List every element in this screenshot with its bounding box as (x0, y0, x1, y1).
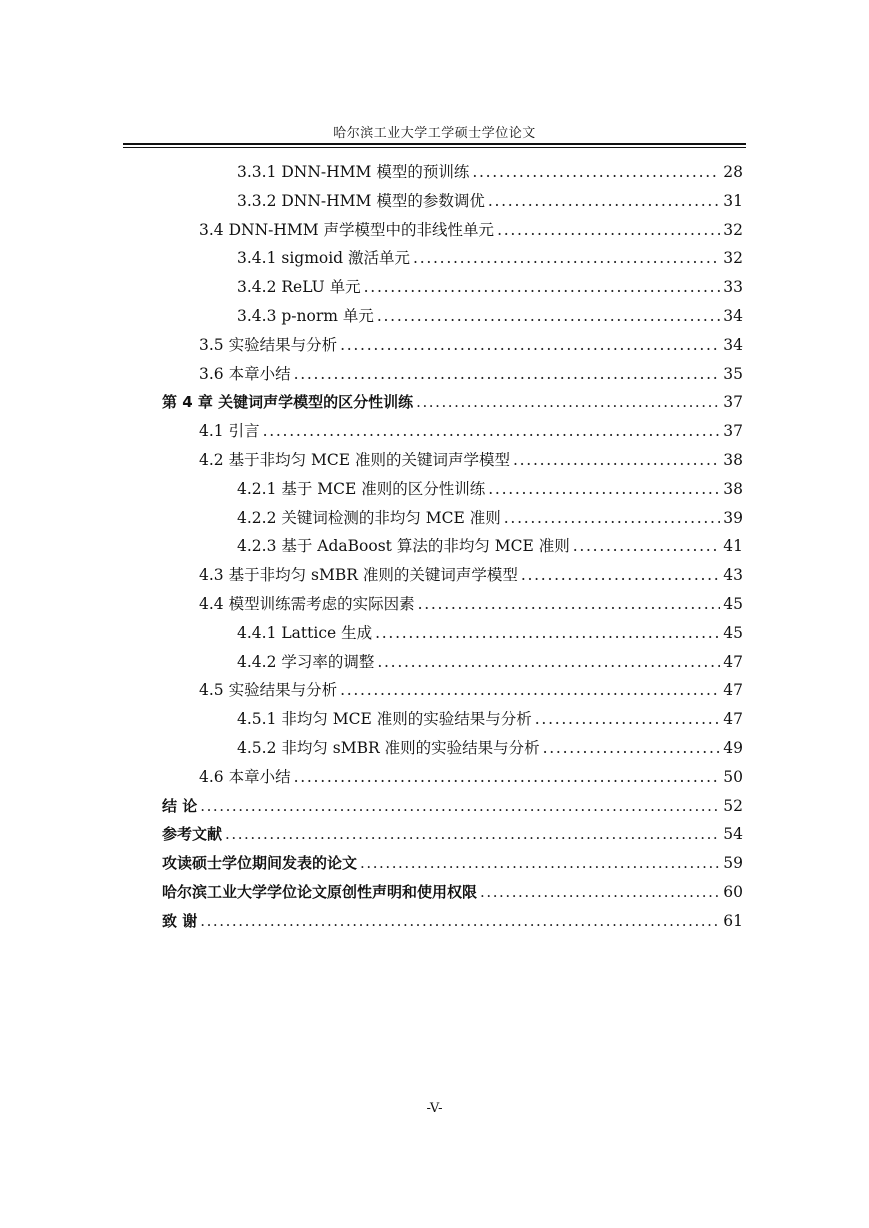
toc-entry-page-number: 47 (723, 652, 743, 671)
toc-entry-title: 3.4 DNN-HMM 声学模型中的非线性单元 (199, 220, 495, 239)
toc-entry-title: 3.4.3 p-norm 单元 (237, 306, 374, 325)
dot-leader (375, 619, 720, 648)
toc-entry[interactable] (162, 792, 743, 821)
toc-entry-title: 3.6 本章小结 (199, 364, 291, 383)
dot-leader (294, 763, 721, 792)
toc-entry-title: 4.1 引言 (199, 422, 260, 441)
toc-entry[interactable] (162, 446, 743, 475)
dot-leader (480, 878, 720, 907)
toc-entry-page-number: 47 (723, 710, 743, 729)
toc-entry[interactable] (162, 187, 743, 216)
toc-entry-page-number: 34 (723, 335, 743, 354)
toc-entry-page-number: 61 (723, 911, 743, 930)
toc-entry-page-number: 37 (723, 422, 743, 441)
toc-entry-title: 4.2.2 关键词检测的非均匀 MCE 准则 (237, 508, 501, 527)
dot-leader (488, 475, 720, 504)
toc-entry-title: 4.5.1 非均匀 MCE 准则的实验结果与分析 (237, 710, 532, 729)
toc-entry[interactable] (162, 417, 743, 446)
header-rule-thin (123, 147, 746, 148)
dot-leader (200, 792, 720, 821)
toc-entry-title: 参考文献 (162, 825, 223, 844)
toc-entry-title: 攻读硕士学位期间发表的论文 (162, 854, 358, 873)
dot-leader (263, 417, 721, 446)
toc-entry-page-number: 39 (723, 508, 743, 527)
toc-entry[interactable] (162, 734, 743, 763)
toc-entry-page-number: 45 (723, 594, 743, 613)
toc-entry-page-number: 35 (723, 364, 743, 383)
toc-entry-title: 4.5 实验结果与分析 (199, 681, 338, 700)
dot-leader (497, 216, 720, 245)
toc-entry-page-number: 47 (723, 681, 743, 700)
toc-entry[interactable] (162, 504, 743, 533)
toc-entry-page-number: 43 (723, 566, 743, 585)
dot-leader (225, 820, 720, 849)
dot-leader (488, 187, 720, 216)
dot-leader (535, 705, 720, 734)
toc-entry-page-number: 34 (723, 306, 743, 325)
toc-entry-page-number: 37 (723, 393, 743, 412)
toc-entry-title: 4.2.1 基于 MCE 准则的区分性训练 (237, 479, 486, 498)
toc-entry[interactable] (162, 705, 743, 734)
toc-entry-title: 4.4 模型训练需考虑的实际因素 (199, 594, 415, 613)
dot-leader (377, 648, 720, 677)
toc-entry[interactable] (162, 216, 743, 245)
toc-entry[interactable] (162, 648, 743, 677)
dot-leader (504, 504, 720, 533)
dot-leader (413, 244, 720, 273)
toc-entry-title: 4.5.2 非均匀 sMBR 准则的实验结果与分析 (237, 738, 540, 757)
toc-entry-page-number: 59 (723, 854, 743, 873)
toc-entry[interactable] (162, 590, 743, 619)
dot-leader (543, 734, 721, 763)
toc-entry[interactable] (162, 532, 743, 561)
toc-entry-page-number: 32 (723, 249, 743, 268)
toc-entry-page-number: 32 (723, 220, 743, 239)
dot-leader (294, 360, 721, 389)
toc-entry[interactable] (162, 331, 743, 360)
toc-entry[interactable] (162, 849, 743, 878)
toc-entry-title: 3.3.2 DNN-HMM 模型的参数调优 (237, 191, 485, 210)
dot-leader (418, 590, 721, 619)
toc-entry-title: 3.4.1 sigmoid 激活单元 (237, 249, 411, 268)
toc-entry-page-number: 60 (723, 882, 743, 901)
toc-entry[interactable] (162, 820, 743, 849)
toc-entry-page-number: 50 (723, 767, 743, 786)
toc-entry-title: 4.3 基于非均匀 sMBR 准则的关键词声学模型 (199, 566, 518, 585)
toc-entry-title: 3.3.1 DNN-HMM 模型的预训练 (237, 163, 470, 181)
toc-entry-title: 4.2 基于非均匀 MCE 准则的关键词声学模型 (199, 450, 510, 469)
dot-leader (360, 849, 720, 878)
toc-entry-title: 4.6 本章小结 (199, 767, 291, 786)
dot-leader (377, 302, 720, 331)
toc-entry-page-number: 54 (723, 825, 743, 844)
toc-entry[interactable] (162, 475, 743, 504)
toc-entry-title: 4.4.2 学习率的调整 (237, 652, 375, 671)
page-number-footer: -V- (426, 1101, 443, 1116)
toc-entry-page-number: 33 (723, 278, 743, 297)
toc-entry[interactable] (162, 273, 743, 302)
dot-leader (472, 158, 720, 187)
toc-entry[interactable] (162, 763, 743, 792)
running-header: 哈尔滨工业大学工学硕士学位论文 (333, 126, 536, 141)
header-rule-thick (123, 143, 746, 145)
toc-entry-page-number: 28 (723, 163, 743, 181)
toc-entry[interactable] (162, 907, 743, 936)
toc-entry-title: 4.4.1 Lattice 生成 (237, 623, 373, 642)
toc-entry-title: 结 论 (162, 796, 198, 815)
dot-leader (573, 532, 721, 561)
toc-entry[interactable] (162, 878, 743, 907)
toc-entry-title: 哈尔滨工业大学学位论文原创性声明和使用权限 (162, 882, 478, 901)
toc-entry[interactable] (162, 244, 743, 273)
dot-leader (416, 388, 720, 417)
toc-entry[interactable] (162, 158, 743, 187)
toc-entry-title: 3.4.2 ReLU 单元 (237, 278, 361, 297)
dot-leader (521, 561, 720, 590)
dot-leader (364, 273, 721, 302)
toc-entry-page-number: 31 (723, 191, 743, 210)
toc-entry[interactable] (162, 360, 743, 389)
dot-leader (340, 676, 720, 705)
dot-leader (513, 446, 720, 475)
toc-entry[interactable] (162, 676, 743, 705)
toc-entry-page-number: 41 (723, 537, 743, 556)
toc-entry-title: 致 谢 (162, 911, 198, 930)
toc-entry-title: 3.5 实验结果与分析 (199, 335, 338, 354)
toc-entry-page-number: 38 (723, 450, 743, 469)
toc-entry[interactable] (162, 619, 743, 648)
toc-entry-title: 第 4 章 关键词声学模型的区分性训练 (162, 393, 414, 412)
toc-entry-title: 4.2.3 基于 AdaBoost 算法的非均匀 MCE 准则 (237, 537, 570, 556)
toc-entry-page-number: 49 (723, 738, 743, 757)
toc-entry-page-number: 45 (723, 623, 743, 642)
toc-entry[interactable] (162, 561, 743, 590)
dot-leader (200, 907, 720, 936)
toc-entry-page-number: 52 (723, 796, 743, 815)
dot-leader (340, 331, 720, 360)
toc-entry[interactable] (162, 388, 743, 417)
toc-entry-page-number: 38 (723, 479, 743, 498)
toc-entry[interactable] (162, 302, 743, 331)
table-of-contents (162, 158, 743, 936)
